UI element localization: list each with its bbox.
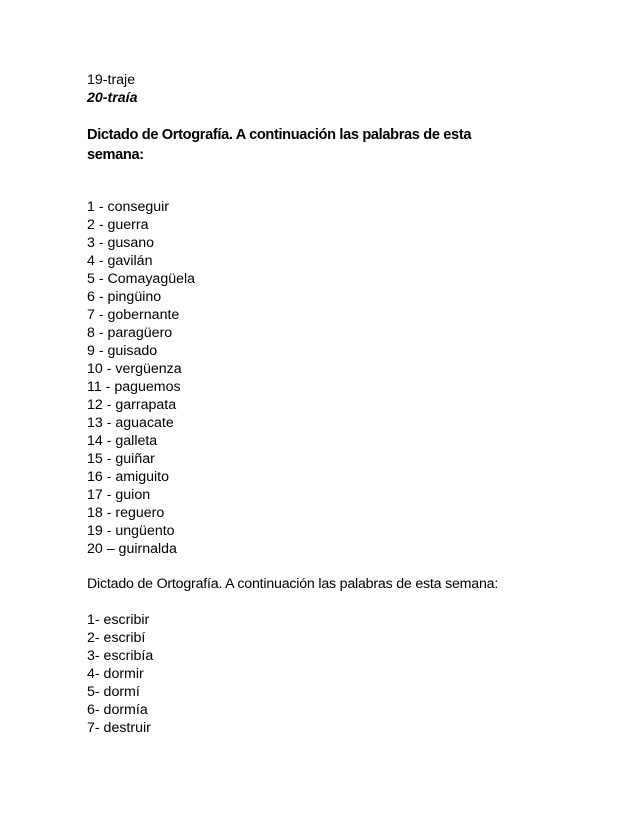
list-item-19-traje: 19-traje: [87, 72, 136, 88]
list-item: 6 - pingüino: [87, 289, 162, 305]
list-item: 3- escribía: [87, 648, 154, 664]
section-heading-2: Dictado de Ortografía. A continuación las palabras de esta semana:: [87, 576, 499, 592]
section-heading-line2: semana:: [87, 147, 144, 163]
list-item: 12 - garrapata: [87, 397, 177, 413]
list-item: 17 - guion: [87, 487, 151, 503]
list-item: 18 - reguero: [87, 505, 165, 521]
list-item: 16 - amiguito: [87, 469, 170, 485]
list-item: 10 - vergüenza: [87, 361, 182, 377]
list-item: 4 - gavilán: [87, 253, 153, 269]
list-item: 2- escribí: [87, 630, 146, 646]
list-item: 8 - paragüero: [87, 325, 173, 341]
list-item: 7 - gobernante: [87, 307, 180, 323]
list-item: 6- dormía: [87, 702, 148, 718]
list-item-20-traia: 20-traía: [87, 90, 138, 106]
list-item: 5- dormí: [87, 684, 140, 700]
list-item: 5 - Comayagüela: [87, 271, 196, 287]
list-item: 14 - galleta: [87, 433, 158, 449]
list-item: 9 - guisado: [87, 343, 158, 359]
list-item: 13 - aguacate: [87, 415, 174, 431]
list-item: 19 - ungüento: [87, 523, 175, 539]
section-heading-line1: Dictado de Ortografía. A continuación las palabras de esta: [87, 127, 472, 143]
list-item: 4- dormir: [87, 666, 144, 682]
list-item: 7- destruir: [87, 720, 151, 736]
list-item: 1 - conseguir: [87, 199, 170, 215]
list-item: 2 - guerra: [87, 217, 149, 233]
list-item: 1- escribir: [87, 612, 150, 628]
list-item: 3 - gusano: [87, 235, 155, 251]
list-item: 15 - guiñar: [87, 451, 155, 467]
list-item: 20 – guirnalda: [87, 541, 177, 557]
list-item: 11 - paguemos: [87, 379, 181, 395]
